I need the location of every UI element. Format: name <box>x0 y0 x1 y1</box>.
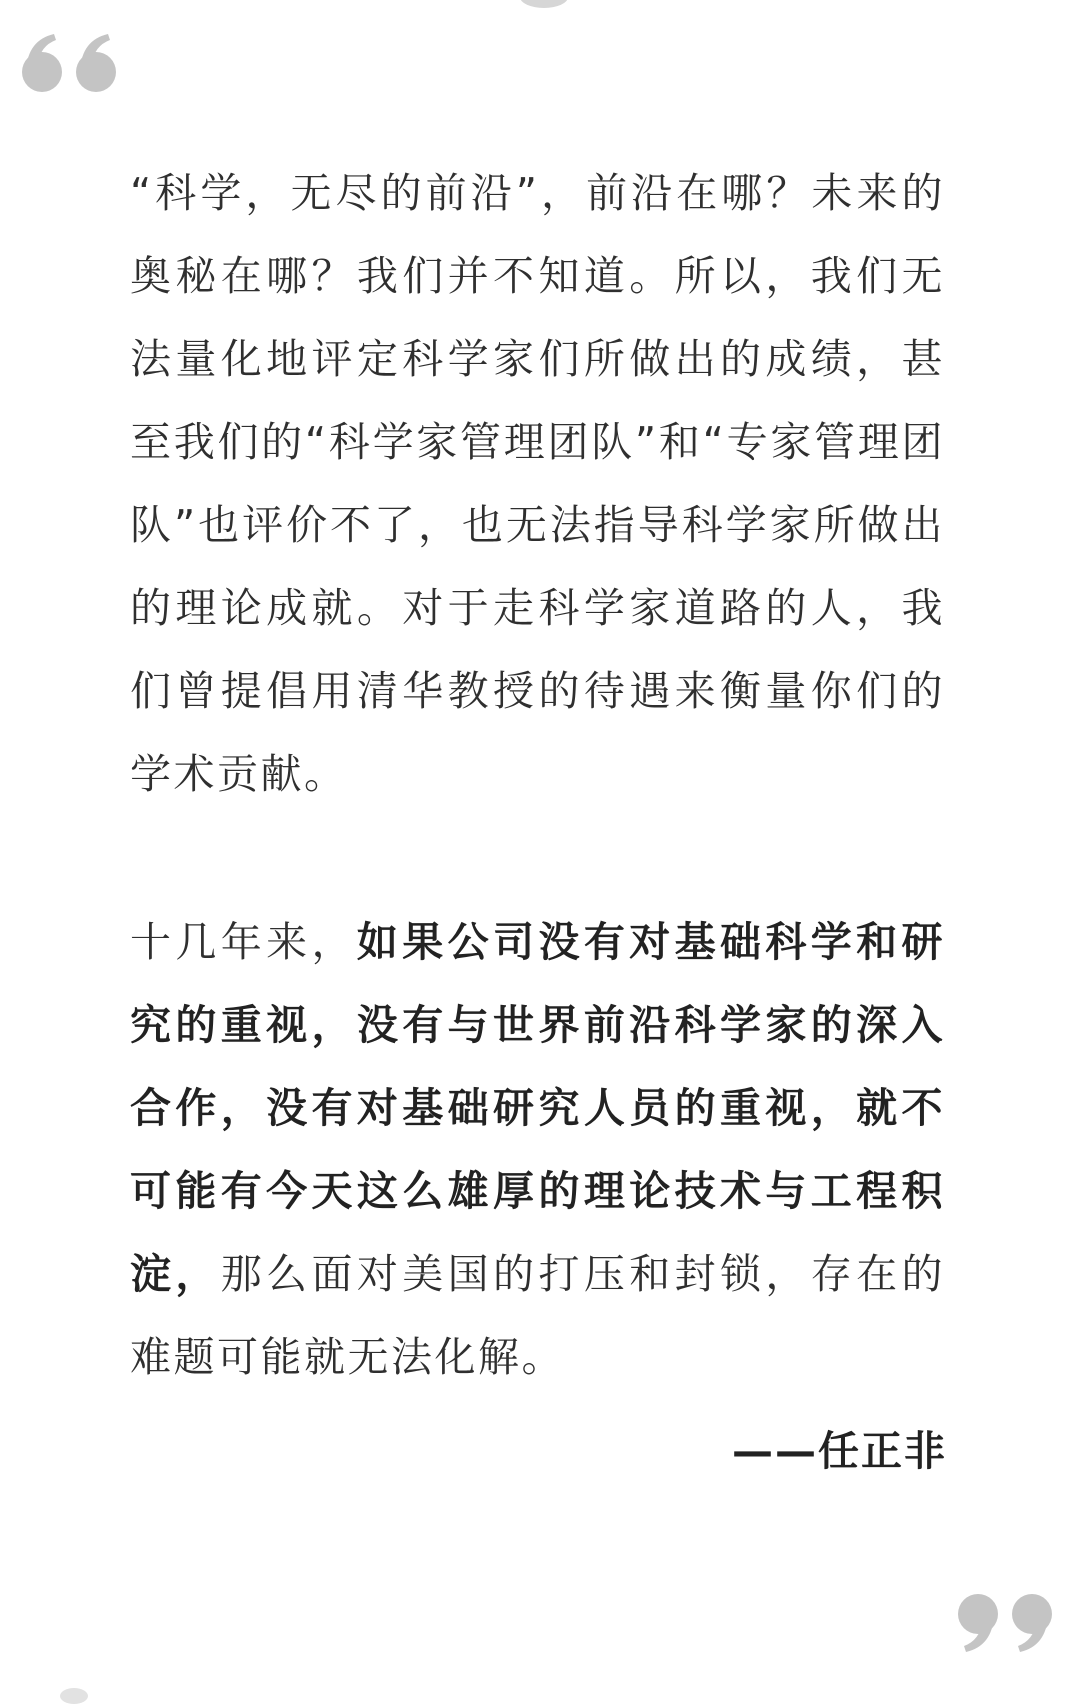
bottom-decoration <box>60 1688 88 1704</box>
paragraph-2 <box>130 901 945 1399</box>
quote-block <box>130 152 945 1399</box>
top-decoration <box>520 0 568 8</box>
open-quote-icon <box>22 30 122 100</box>
close-quote-icon <box>952 1586 1052 1656</box>
paragraph-2-emphasis: 如果公司没有对基础科学和研究的重视，没有与世界前沿科学家的深入合作，没有对基础研究人员的重视，就不可能有今天这么雄厚的理论技术与工程积淀， <box>130 918 946 1298</box>
paragraph-2-intro: 十几年来， <box>130 918 357 966</box>
attribution: ——任正非 <box>732 1427 947 1475</box>
paragraph-1-text: “科学，无尽的前沿”，前沿在哪？未来的奥秘在哪？我们并不知道。所以，我们无法量化地评定科学家们所做出的成绩，甚至我们的“科学家管理团队”和“专家管理团队”也评价不了，也无法指导科学家所做出的理论成就。对于走科学家道路的人，我们曾提倡用清华教授的待遇来衡量你们的学术贡献。 <box>130 169 945 798</box>
paragraph-2-conclusion: 那么面对美国的打压和封锁，存在的难题可能就无法化解。 <box>130 1250 945 1381</box>
paragraph-1 <box>130 152 945 816</box>
